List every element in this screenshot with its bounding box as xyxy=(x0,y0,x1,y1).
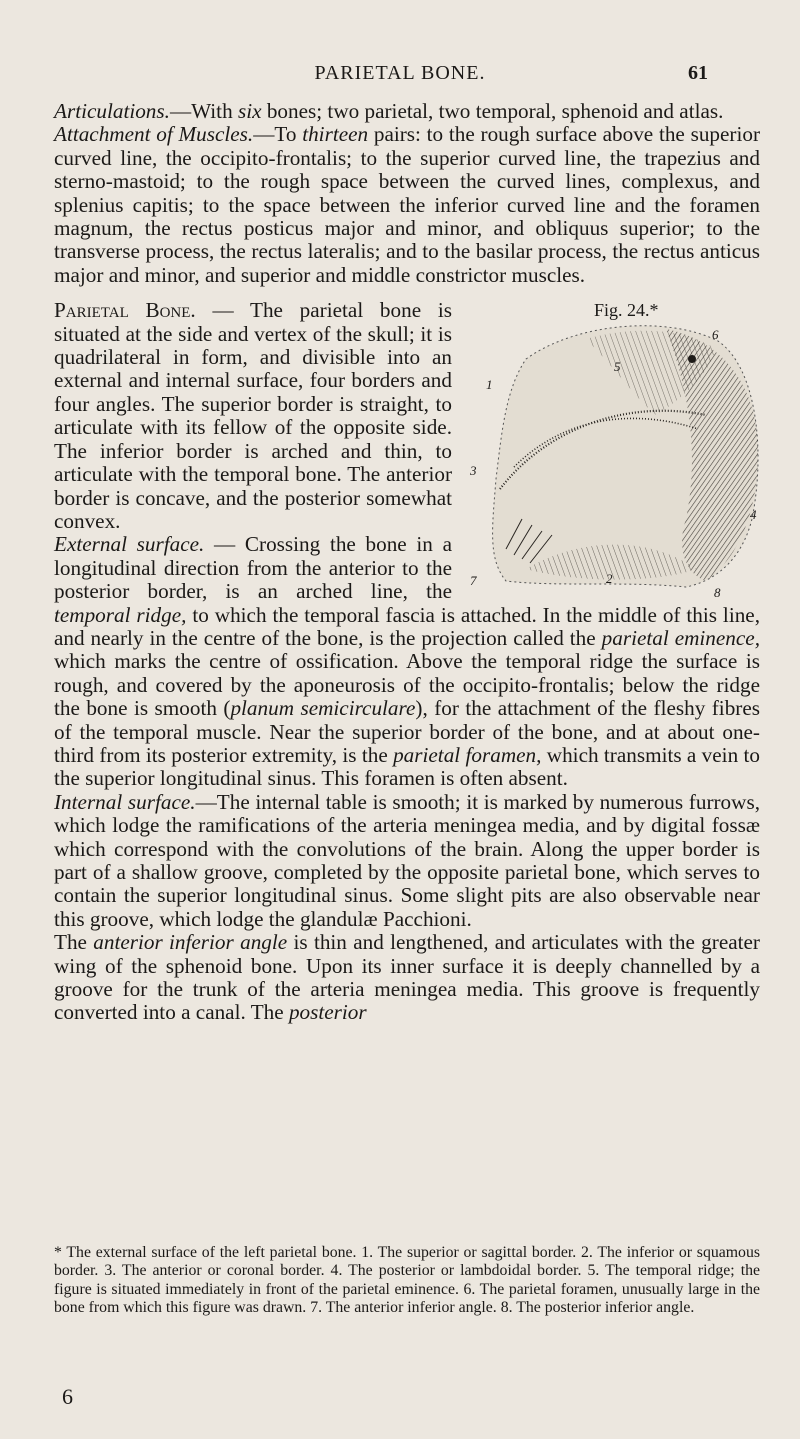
text-span: to which the temporal fascia is attached. In the middle of this line, and nearly in the centre of the bone, is the projection called the xyxy=(54,602,760,650)
paragraph-articulations xyxy=(54,100,760,123)
emphasis: six xyxy=(237,99,262,123)
text-span: bones; two parietal, two temporal, sphenoid and atlas. xyxy=(261,99,724,123)
footnote: * The external surface of the left parietal bone. 1. The superior or sagittal border. 2. The inferior or squamous border. 3. The anterior or coronal border. 4. The posterior or lambdoidal border. 5. The temporal ridge; the figure is situated immediately in front of the parietal eminence. 6. The parietal foramen, unusually large in the bone from which this figure was drawn. 7. The anterior inferior angle. 8. The posterior inferior angle. xyxy=(54,1244,760,1317)
text-span: — The parietal bone is situated at the side and vertex of the skull; it is quadrilateral in form, and divisible into an external and internal surface, four borders and four angles. The superior border is straight, to articulate with its fellow of the opposite side. The inferior border is arched and thin, to articulate with the temporal bone. The anterior border is concave, and the posterior somewhat convex. xyxy=(54,298,452,533)
heading-internal-surface: Internal surface. xyxy=(54,789,196,814)
term-posterior: posterior xyxy=(288,1000,367,1025)
figure-number-6: 6 xyxy=(712,327,719,343)
figure-number-3: 3 xyxy=(470,463,477,479)
parietal-foramen xyxy=(688,355,696,363)
figure-number-2: 2 xyxy=(606,571,613,587)
text-span: The xyxy=(54,930,94,955)
signature-mark: 6 xyxy=(62,1384,73,1409)
term-planum: planum semicirculare xyxy=(230,696,416,721)
text-span: —With xyxy=(169,99,238,123)
text-span: —To xyxy=(253,122,303,147)
term-temporal-ridge: temporal ridge, xyxy=(54,602,187,627)
figure-label: Fig. 24.* xyxy=(594,300,659,321)
term-parietal-foramen: parietal foramen, xyxy=(393,742,542,767)
body-text xyxy=(54,100,760,1025)
figure-24 xyxy=(466,299,764,599)
paragraph-angles xyxy=(54,931,760,1025)
text-span: —The internal table is smooth; it is marked by numerous furrows, which lodge the ramifications of the arteria meningea media, and by digital fossæ which correspond with the convolutions of the brain. Along the upper border is part of a shallow groove, completed by the opposite parietal bone, which serves to contain the superior longitudinal sinus. Some slight pits are also observable near this groove, which lodge the glandulæ Pacchioni. xyxy=(54,789,760,931)
term-anterior-inferior-angle: anterior inferior angle xyxy=(93,930,288,955)
text-span: which transmits a vein to the superior longitudinal sinus. This foramen is often absent. xyxy=(54,742,760,791)
heading-parietal-bone: Parietal Bone. xyxy=(54,298,196,323)
paragraph-internal-surface xyxy=(54,791,760,931)
running-head xyxy=(0,62,800,92)
heading-articulations: Articulations. xyxy=(54,99,170,123)
figure-number-5: 5 xyxy=(614,359,621,375)
heading-muscles: Attachment of Muscles. xyxy=(54,122,254,147)
text-span: ), for the attachment of the fleshy fibres of the temporal muscle. Near the superior border of the bone, and at about one-third from its posterior extremity, is the xyxy=(54,696,760,767)
emphasis: thirteen xyxy=(302,122,369,147)
running-title: PARIETAL BONE. xyxy=(314,62,486,84)
figure-number-1: 1 xyxy=(486,377,493,393)
page-number: 61 xyxy=(688,62,708,84)
term-parietal-eminence: parietal eminence, xyxy=(601,625,760,650)
figure-number-7: 7 xyxy=(470,573,477,589)
figure-number-4: 4 xyxy=(750,507,757,523)
text-span: is thin and lengthened, and articulates with the greater wing of the sphenoid bone. Upon its inner surface it is deeply channelled by a groove for the trunk of the arteria meningea media. This groove is frequently converted into a canal. The xyxy=(54,930,760,1025)
parietal-bone-illustration xyxy=(466,319,764,599)
figure-number-8: 8 xyxy=(714,585,721,600)
text-span: pairs: to the rough surface above the superior curved line, the occipito-frontalis; to the superior curved line, the trapezius and sterno-mastoid; to the rough space between the curved lines, complexus, and splenius capitis; to the space between the inferior curved line and the foramen magnum, the rectus posticus major and minor, and obliquus superior; to the transverse process, the rectus lateralis; and to the basilar process, the rectus anticus major and minor, and superior and middle constrictor muscles. xyxy=(54,122,761,287)
text-span: which marks the centre of ossification. Above the temporal ridge the surface is rough, and covered by the aponeurosis of the occipito-frontalis; below the ridge the bone is smooth ( xyxy=(54,649,760,721)
paragraph-muscles xyxy=(54,123,760,287)
text-span: — Crossing the bone in a longitudinal direction from the anterior to the posterior border, is an arched line, the xyxy=(54,532,452,604)
heading-external-surface: External surface. xyxy=(54,532,205,557)
